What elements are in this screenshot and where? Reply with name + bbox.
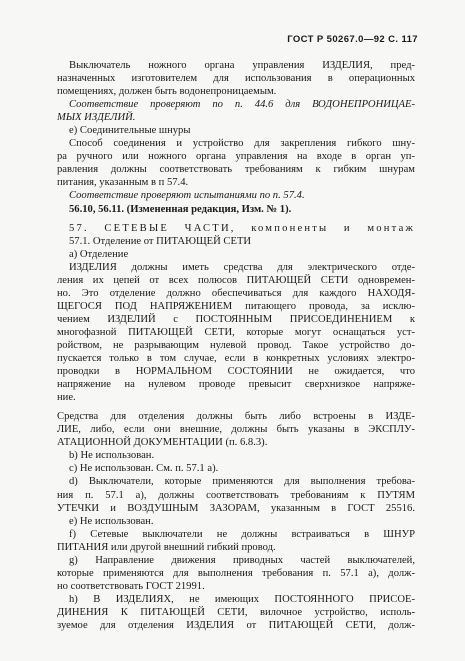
text-line: питания, указанным в п 57.4.: [57, 177, 189, 189]
text-line: многофазной ПИТАЮЩЕЙ СЕТИ, которые могут оснащаться уст-: [57, 326, 415, 338]
text-line: проводки в НОРМАЛЬНОМ СОСТОЯНИИ не ожидается, что: [57, 366, 415, 378]
text-line: 57. СЕТЕВЫЕ ЧАСТИ, компоненты и монтаж: [69, 222, 415, 234]
text-line: ления их цепей от всех полюсов ПИТАЮЩЕЙ СЕТИ одновремен-: [57, 274, 415, 286]
text-line: назначенных изготовителем для использования в операционных: [57, 73, 415, 85]
text-line: Соответствие проверяют испытаниями по п. 57.4.: [69, 190, 305, 202]
text-line: 56.10, 56.11. (Измененная редакция, Изм. № 1).: [69, 203, 292, 215]
text-line: Средства для отделения должны быть либо встроены в ИЗДЕ-: [57, 411, 415, 423]
document-body: [57, 59, 415, 632]
text-line: ДИНЕНИЯ К ПИТАЮЩЕЙ СЕТИ, вилочное устройство, исполь-: [57, 606, 415, 618]
text-line: зуемое для отделения ИЗДЕЛИЯ от ПИТАЮЩЕЙ СЕТИ, долж-: [57, 619, 415, 631]
text-line: равления должны соответствовать требованиям к гибким шнурам: [57, 164, 415, 176]
text-line: но. Это отделение должно обеспечиваться для каждого НАХОДЯ-: [57, 287, 415, 299]
text-line: напряжение на нулевом проводе превысит сверхнизкое напряже-: [57, 379, 415, 391]
text-line: ния п. 57.1 а), должны соответствовать требованиям к ПУТЯМ: [57, 489, 415, 501]
text-line: ПИТАНИЯ или другой внешний гибкий провод.: [57, 541, 276, 553]
text-line: но соответствовать ГОСТ 21991.: [57, 580, 205, 592]
text-line: ние.: [57, 392, 76, 404]
text-line: помещениях, должен быть водонепроницаемым.: [57, 86, 277, 98]
text-line: которые применяются для выполнения требования п. 57.1 а), долж-: [57, 567, 415, 579]
text-line: ИЗДЕЛИЯ должны иметь средства для электрического отде-: [69, 261, 415, 273]
page-header: ГОСТ Р 50267.0—92 С. 117: [287, 34, 418, 45]
text-line: c) Не использован. См. п. 57.1 а).: [69, 463, 219, 475]
text-line: e) Соединительные шнуры: [69, 125, 191, 137]
text-line: d) Выключатели, которые применяются для выполнения требова-: [69, 476, 415, 488]
text-line: ройством, не разрывающим нулевой провод. Такое устройство до-: [57, 339, 415, 351]
text-line: ра ручного или ножного органа управления на входе в орган уп-: [57, 151, 415, 163]
text-line: Способ соединения и устройство для закрепления гибкого шну-: [69, 138, 415, 150]
text-line: АТАЦИОННОЙ ДОКУМЕНТАЦИИ (п. 6.8.3).: [57, 437, 268, 449]
text-line: ЩЕГОСЯ ПОД НАПРЯЖЕНИЕМ питающего провода, за исклю-: [57, 300, 415, 312]
text-line: чением ИЗДЕЛИЙ с ПОСТОЯННЫМ ПРИСОЕДИНЕНИЕМ к: [57, 313, 415, 325]
text-line: МЫХ ИЗДЕЛИЙ.: [57, 112, 136, 124]
text-line: 57.1. Отделение от ПИТАЮЩЕЙ СЕТИ: [69, 235, 252, 247]
text-line: Выключатель ножного органа управления ИЗДЕЛИЯ, пред-: [69, 60, 415, 71]
text-line: а) Отделение: [69, 248, 129, 260]
text-line: пускается только в том случае, если в конкретных условиях электро-: [57, 353, 415, 365]
text-line: h) В ИЗДЕЛИЯХ, не имеющих ПОСТОЯННОГО ПРИСОЕ-: [69, 593, 415, 605]
text-line: Соответствие проверяют по п. 44.6 для ВОДОНЕПРОНИЦАЕ-: [69, 99, 415, 111]
text-line: e) Не использован.: [69, 515, 154, 527]
text-line: УТЕЧКИ и ВОЗДУШНЫМ ЗАЗОРАМ, указанным в ГОСТ 25516.: [57, 502, 415, 514]
text-line: f) Сетевые выключатели не должны встраиваться в ШНУР: [69, 528, 415, 540]
text-line: g) Направление движения приводных частей выключателей,: [69, 554, 415, 566]
text-line: b) Не использован.: [69, 450, 155, 462]
text-line: ЛИЕ, либо, если они внешние, должны быть указаны в ЭКСПЛУ-: [57, 424, 415, 436]
